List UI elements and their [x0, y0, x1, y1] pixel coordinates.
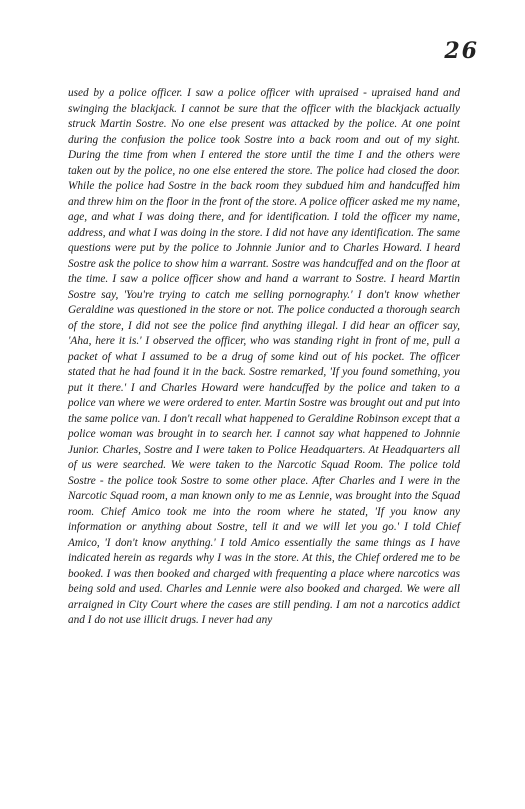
page-number: 26: [444, 38, 479, 64]
body-paragraph: used by a police officer. I saw a police officer with upraised - upraised hand and swinging the blackjack. I cannot be sure that the officer with the blackjack actually struck Martin Sostre. No one else present was attacked by the police. At one point during the confusion the police took Sostre into a back room and out of my sight. During the time from when I entered the store until the time I and the others were taken out by the police, no one else entered the store. The police had closed the door. While the police had Sostre in the back room they subdued him and handcuffed him and threw him on the floor in the front of the store. A police officer asked me my name, age, and what I was doing there, and for identification. I told the officer my name, address, and what I was doing in the store. I did not have any identification. The same questions were put by the police to Johnnie Junior and to Charles Howard. I heard Sostre ask the police to show him a warrant. Sostre was handcuffed and on the floor at the time. I saw a police officer show and hand a warrant to Sostre. I heard Martin Sostre say, 'You're trying to catch me selling pornography.' I don't know whether Geraldine was questioned in the store or not. The police conducted a thorough search of the store, I did not see the police find anything illegal. I did hear an officer say, 'Aha, here it is.' I observed the officer, who was standing right in front of me, pull a packet of what I assumed to be a drug of some kind out of his pocket. The officer stated that he had found it in the back. Sostre remarked, 'If you found something, you put it there.' I and Charles Howard were handcuffed by the police and taken to a police van where we were ordered to enter. Martin Sostre was brought out and put into the same police van. I don't recall what happened to Geraldine Robinson except that a police woman was brought in to search her. I cannot say what happened to Johnnie Junior. Charles, Sostre and I were taken to Police Headquarters. At Headquarters all of us were searched. We were taken to the Narcotic Squad Room. The police told Sostre - the police took Sostre to some other place. After Charles and I were in the Narcotic Squad room, a man known only to me as Lennie, was brought into the Squad room. Chief Amico took me into the room where he stated, 'If you know any information or anything about Sostre, tell it and we will let you go.' I told Chief Amico, 'I don't know anything.' I told Amico essentially the same things as I have indicated herein as regards why I was in the store. At this, the Chief ordered me to be booked. I was then booked and charged with frequenting a place where narcotics was being sold and used. Charles and Lennie were also booked and charged. We were all arraigned in City Court where the cases are still pending. I am not a narcotics addict and I do not use illicit drugs. I never had any: [68, 87, 460, 626]
